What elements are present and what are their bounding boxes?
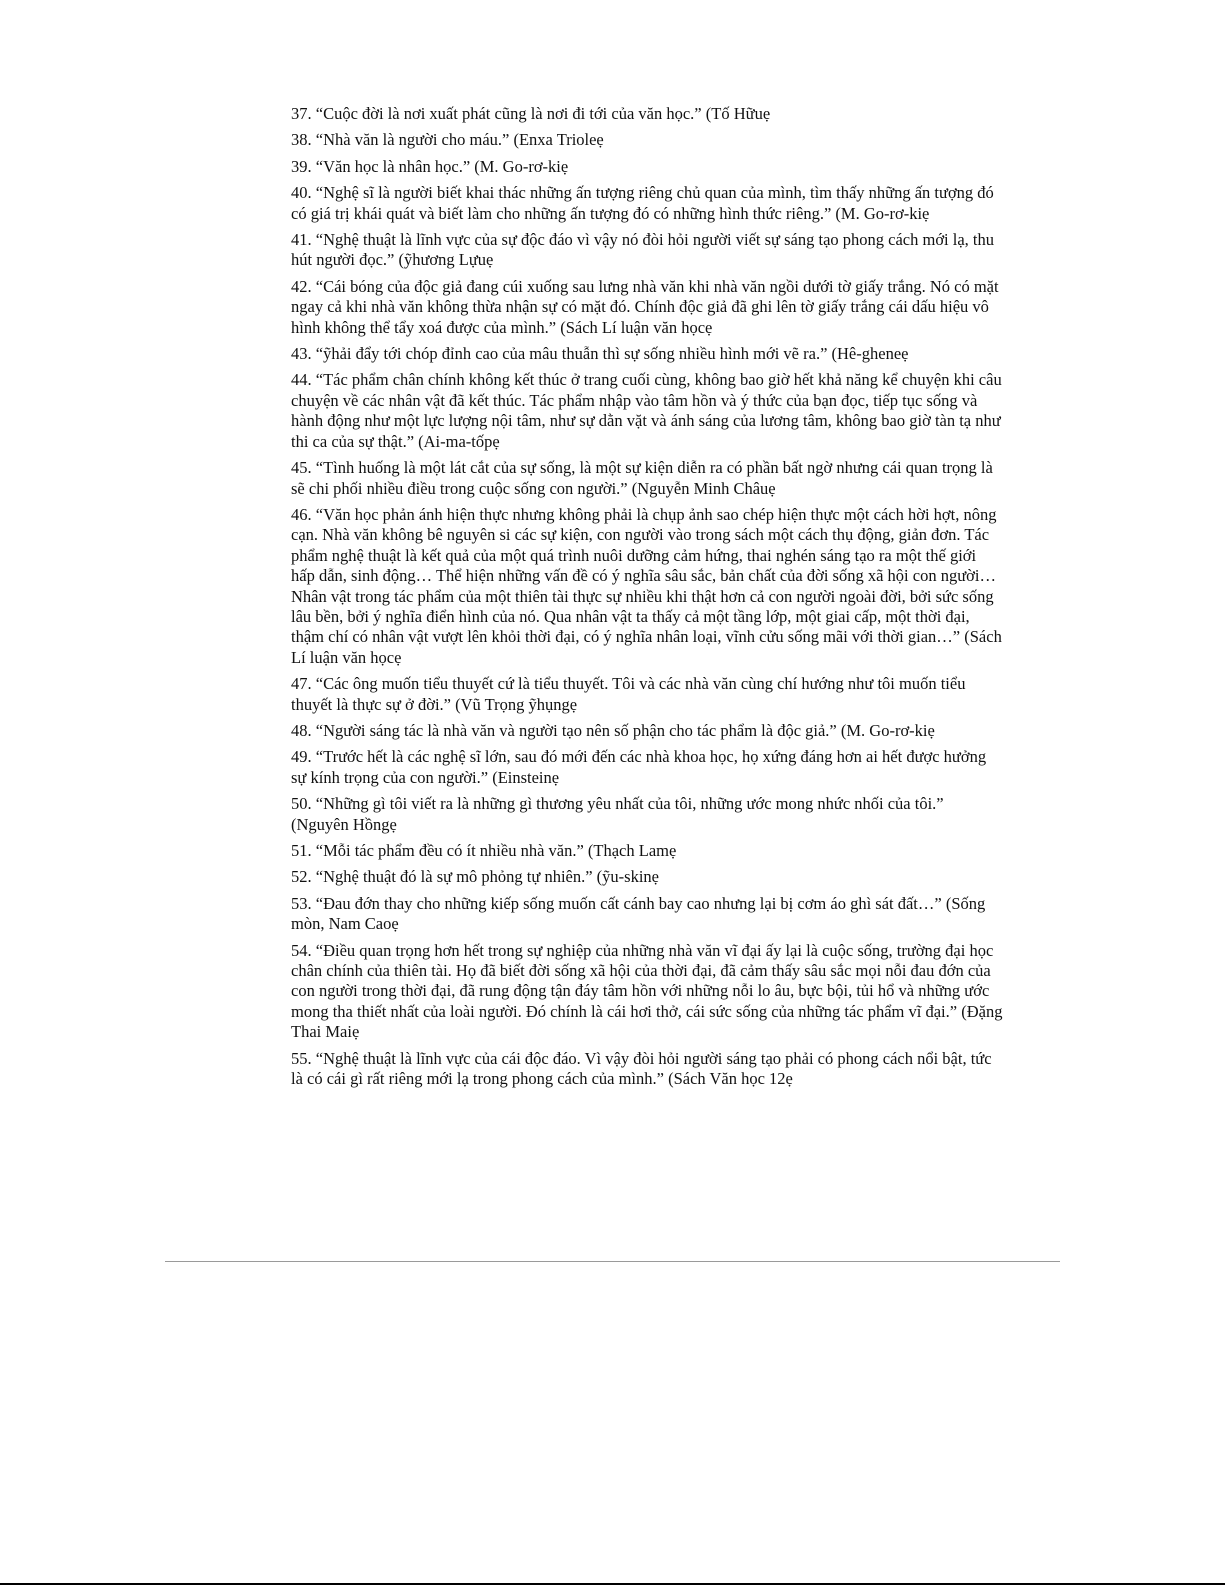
quote-item: 40. “Nghệ sĩ là người biết khai thác những ấn tượng riêng chủ quan của mình, tìm thấy những ấn tượng đó có giá trị khái quát và biết làm cho những ấn tượng đó có những hình thức riêng.” (M. Go-rơ-kiẹ — [291, 183, 994, 223]
footer-divider — [165, 1261, 1060, 1262]
quote-item: 47. “Các ông muốn tiểu thuyết cứ là tiểu thuyết. Tôi và các nhà văn cùng chí hướng như tôi muốn tiểu thuyết là thực sự ở đời.” (Vũ Trọng ỹhụngẹ — [291, 674, 966, 714]
quote-item: 51. “Mỗi tác phẩm đều có ít nhiều nhà văn.” (Thạch Lamẹ — [291, 841, 677, 860]
quote-item: 53. “Đau đớn thay cho những kiếp sống muốn cất cánh bay cao nhưng lại bị cơm áo ghì sát đất…” (Sống mòn, Nam Caoẹ — [291, 893, 986, 934]
quote-item: 43. “ỹhải đẩy tới chóp đỉnh cao của mâu thuẫn thì sự sống nhiều hình mới vẽ ra.” (Hê-gheneẹ — [291, 344, 909, 364]
quote-item: 41. “Nghệ thuật là lĩnh vực của sự độc đáo vì vậy nó đòi hỏi người viết sự sáng tạo phong cách mới lạ, thu hút người đọc.” (ỹhương Lựuẹ — [291, 230, 994, 270]
quote-item: 39. “Văn học là nhân học.” (M. Go-rơ-kiẹ — [291, 156, 569, 176]
quote-item: 52. “Nghệ thuật đó là sự mô phỏng tự nhiên.” (ỹu-skinẹ — [291, 867, 659, 887]
quote-item: 45. “Tình huống là một lát cắt của sự sống, là một sự kiện diễn ra có phần bất ngờ nhưng cái quan trọng là sẽ chi phối nhiều điều trong cuộc sống con người.” (Nguyễn Minh Châuẹ — [291, 458, 993, 498]
quote-item: 42. “Cái bóng của độc giả đang cúi xuống sau lưng nhà văn khi nhà văn ngồi dưới tờ giấy trắng. Nó có mặt ngay cả khi nhà văn không thừa nhận sự có mặt đó. Chính độc giả đã ghi lên tờ giấy trắng cái dấu hiệu vô hình không thể tẩy xoá được của mình.” (Sách Lí luận văn họcẹ — [291, 276, 999, 337]
quote-item: 50. “Những gì tôi viết ra là những gì thương yêu nhất của tôi, những ước mong nhức nhối của tôi.” (Nguyên Hồngẹ — [291, 794, 944, 834]
quote-item: 44. “Tác phẩm chân chính không kết thúc ở trang cuối cùng, không bao giờ hết khả năng kể chuyện khi câu chuyện về các nhân vật đã kết thúc. Tác phẩm nhập vào tâm hồn và ý thức của bạn đọc, tiếp tục sống và hành động như một lực lượng nội tâm, như sự dằn vặt và ánh sáng của lương tâm, không bao giờ tàn tạ như thi ca của sự thật.” (Ai-ma-tốpẹ — [291, 370, 1002, 451]
quote-item: 54. “Điều quan trọng hơn hết trong sự nghiệp của những nhà văn vĩ đại ấy lại là cuộc sống, trường đại học chân chính của thiên tài. Họ đã biết đời sống xã hội của thời đại, đã cảm thấy sâu sắc mọi nỗi đau đớn của con người trong thời đại, đã rung động tận đáy tâm hồn với những nỗi lo âu, bực bội, tủi hổ và những ước mong tha thiết nhất của loài người. Đó chính là cái hơi thở, cái sức sống của những tác phẩm vĩ đại.” (Đặng Thai Maiẹ — [291, 940, 1003, 1042]
quote-item: 55. “Nghệ thuật là lĩnh vực của cái độc đáo. Vì vậy đòi hỏi người sáng tạo phải có phong cách nổi bật, tức là có cái gì rất riêng mới lạ trong phong cách của mình.” (Sách Văn học 12ẹ — [291, 1048, 992, 1089]
quote-item: 37. “Cuộc đời là nơi xuất phát cũng là nơi đi tới của văn học.” (Tố Hữuẹ — [291, 104, 771, 123]
quote-item: 46. “Văn học phản ánh hiện thực nhưng không phải là chụp ảnh sao chép hiện thực một cách hời hợt, nông cạn. Nhà văn không bê nguyên si các sự kiện, con người vào trong sách một cách thụ động, giản đơn. Tác phẩm nghệ thuật là kết quả của một quá trình nuôi dưỡng cảm hứng, thai nghén sáng tạo ra một thế giới hấp dẫn, sinh động… Thể hiện những vấn đề có ý nghĩa sâu sắc, bản chất của đời sống xã hội con người… Nhân vật trong tác phẩm của một thiên tài thực sự nhiều khi thật hơn cả con người ngoài đời, bởi sức sống lâu bền, bởi ý nghĩa điển hình của nó. Qua nhân vật ta thấy cả một tầng lớp, một giai cấp, một thời đại, thậm chí có nhân vật vượt lên khỏi thời đại, có ý nghĩa nhân loại, vĩnh cửu sống mãi với thời gian…” (Sách Lí luận văn họcẹ — [291, 504, 1002, 667]
quote-item: 49. “Trước hết là các nghệ sĩ lớn, sau đó mới đến các nhà khoa học, họ xứng đáng hơn ai hết được hưởng sự kính trọng của con người.” (Einsteinẹ — [291, 747, 987, 787]
quote-item: 48. “Người sáng tác là nhà văn và người tạo nên số phận cho tác phẩm là độc giả.” (M. Go-rơ-kiẹ — [291, 720, 935, 740]
quote-item: 38. “Nhà văn là người cho máu.” (Enxa Trioleẹ — [291, 130, 604, 150]
quote-list — [291, 104, 1003, 1095]
